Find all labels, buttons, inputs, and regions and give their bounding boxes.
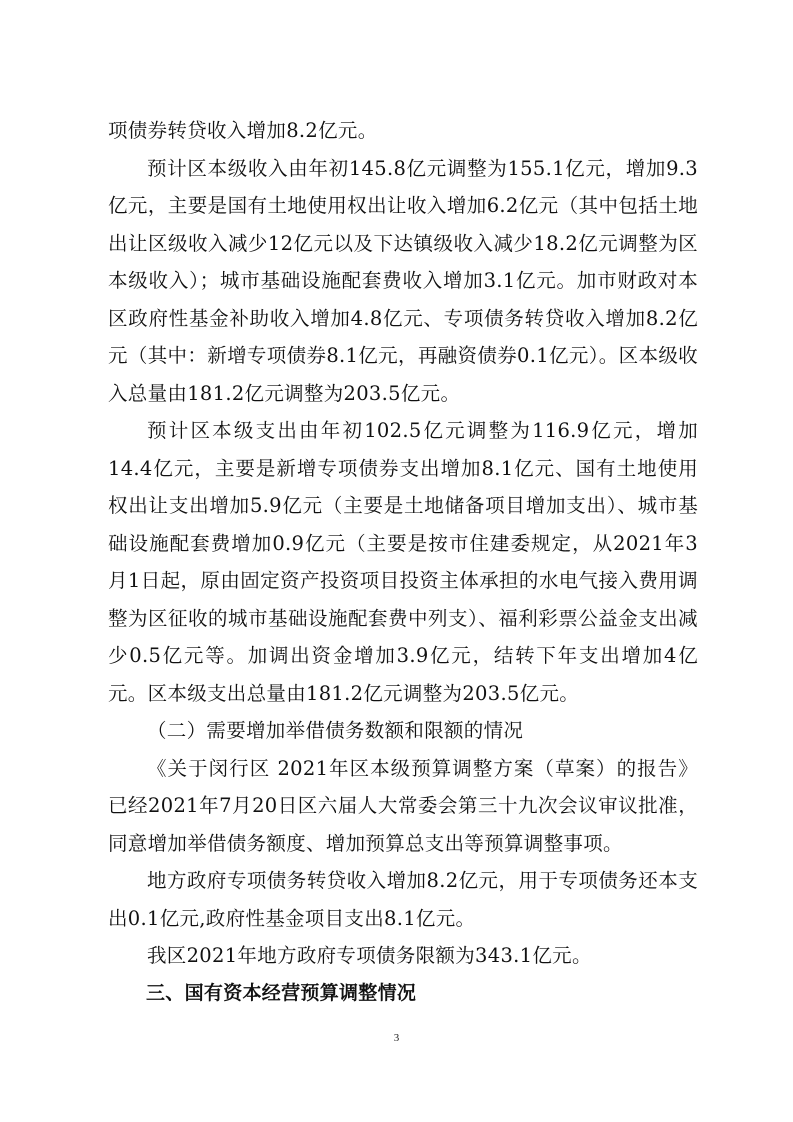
paragraph-revenue: 预计区本级收入由年初145.8亿元调整为155.1亿元，增加9.3亿元，主要是国有土地使用权出让收入增加6.2亿元（其中包括土地出让区级收入减少12亿元以及下达镇级收入减少18.2亿元调整为区本级收入）；城市基础设施配套费收入增加3.1亿元。加市财政对本区政府性基金补助收入增加4.8亿元、专项债务转贷收入增加8.2亿元（其中：新增专项债券8.1亿元，再融资债券0.1亿元）。区本级收入总量由181.2亿元调整为203.5亿元。 <box>108 156 698 405</box>
section-heading: 三、国有资本经营预算调整情况 <box>146 981 417 1004</box>
paragraph-continuation: 项债券转贷收入增加8.2亿元。 <box>108 119 378 142</box>
subsection-heading: （二）需要增加举借债务数额和限额的情况 <box>147 719 524 742</box>
document-body <box>108 112 698 1012</box>
paragraph-debt-limit: 我区2021年地方政府专项债务限额为343.1亿元。 <box>147 944 592 967</box>
paragraph-report-approval: 《关于闵行区 2021年区本级预算调整方案（草案）的报告》已经2021年7月20日区六届人大常委会第三十九次会议审议批准，同意增加举借债务额度、增加预算总支出等预算调整事项。 <box>108 756 698 855</box>
page-number: 3 <box>393 1032 400 1044</box>
paragraph-expenditure: 预计区本级支出由年初102.5亿元调整为116.9亿元，增加14.4亿元，主要是新增专项债券支出增加8.1亿元、国有土地使用权出让支出增加5.9亿元（主要是土地储备项目增加支出）、城市基础设施配套费增加0.9亿元（主要是按市住建委规定，从2021年3月1日起，原由固定资产投资项目投资主体承担的水电气接入费用调整为区征收的城市基础设施配套费中列支）、福利彩票公益金支出减少0.5亿元等。加调出资金增加3.9亿元，结转下年支出增加4亿元。区本级支出总量由181.2亿元调整为203.5亿元。 <box>108 419 698 705</box>
paragraph-special-bond: 地方政府专项债务转贷收入增加8.2亿元，用于专项债务还本支出0.1亿元,政府性基金项目支出8.1亿元。 <box>108 869 698 930</box>
